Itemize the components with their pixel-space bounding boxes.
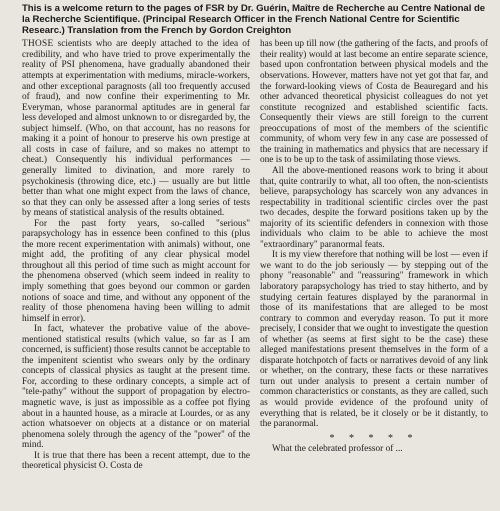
intro-author: Dr. Guérin, Maître de Recherche au Centre National de la Recherche Scientifique.	[22, 3, 486, 25]
intro-translation: Translation from the French by Gordon Creighton	[64, 24, 292, 36]
paragraph: All the above-mentioned reasons work to bring it about that, quite contrarily to what, all too often, the non-scientists believe, parapsychology has scarcely won any advances in respectability in traditional scientific circles over the past two decades, despite the forward positions taken up by the majority of its scientific defenders in connexion with those individuals who claim to be able to achieve the most "extraordinary" paranormal feats.	[260, 165, 488, 250]
article-intro	[22, 4, 488, 36]
intro-role: (Principal Research Officer in the French National Centre for Scientific Researc.)	[22, 13, 460, 36]
section-separator: * * * * *	[329, 432, 419, 444]
paragraph: has been up till now (the gathering of the facts, and proofs of their reality) would at last become an entire separate science, based upon confrontation between physical models and the observations. However, matters have not yet got that far, and the forward-looking views of Costa de Beauregard and his other advanced theoretical physicist colleagues do not yet constitute recognized and established scientific facts. Consequently their views are still foreign to the current preoccupations of most of the members of the scientific community, of whom very few in any case are possessed of the training in mathematics and physics that are necessary if one is to be up to the task of assimilating those views.	[260, 39, 488, 166]
column-left	[22, 39, 250, 511]
article-body	[22, 39, 488, 511]
column-right	[260, 39, 488, 511]
drop-cap-word: THOSE	[22, 39, 54, 50]
intro-lead: This is a welcome return to the pages of FSR by	[22, 3, 241, 14]
paragraph: It is my view therefore that nothing will be lost — even if we want to do the job seriously — by stepping out of the phony "reasonable" and "reassuring" framework in which laboratory parapsychology has tried to stay hitherto, and by studying certain features displayed by the paranormal in those of its manifestations that are alleged to be most contrary to common and everyday reason. To put it more precisely, I consider that we ought to investigate the question of whether (as seems at first sight to be the case) these alleged manifestations present themselves in the form of a disparate hotchpotch of facts or narratives devoid of any link or whether, on the contrary, these facts or these narratives turn out under analysis to present a certain number of common characteristics or constants, as they are called, such as would provide evidence of the profound unity of everything that is related, be it closely or be it distantly, to the paranormal.	[260, 250, 488, 430]
paragraph: In fact, whatever the probative value of the above-mentioned statistical results (which value, so far as I am concerned, is sufficient) those results cannot be acceptable to the impenitent scientist who swears only by the ordinary concepts of classical physics as taught at the present time. For, according to these ordinary concepts, a simple act of "tele-pathy" without the support of propagation by electro-magnetic wave, is just as impossible as a coffee pot flying about in a haunted house, as a miracle at Lourdes, or as any action whatsoever on objects at a distance or on material phenomena solely through the agency of the "power" of the mind.	[22, 324, 250, 451]
paragraph-text: scientists who are deeply attached to the idea of credibility, and who have tried to prove experimentally the reality of PSI phenomena, have gradually abandoned their attempts at experimentation with mediums, miracle-workers, and other exceptional paragnosts (all too frequently accused of fraud), and now confine their experimenting to Mr. Everyman, whose paranormal aptitudes are in general far less developed and almost unknown to or disregarded by, the subject himself. (Who, on that account, has no reasons for making it a point of honour to preserve his own prestige at all costs in case of failure, and so makes no attempt to cheat.) Consequently his individual performances — generally limited to divination, and more rarely to psychokinesis (throwing dice, etc.) — usually are but little better than what one might expect from the laws of chance, so that they can only be assessed after a long series of tests by means of statistical analysis of the results obtained.	[22, 39, 250, 219]
paragraph	[22, 39, 250, 218]
paragraph: It is true that there has been a recent attempt, due to the theoretical physicist O. Costa de	[22, 450, 250, 472]
paragraph: What the celebrated professor of ...	[272, 444, 403, 455]
paragraph: For the past forty years, so-called "serious" parapsychology has in essence been confined to this (plus the more recent experimentation with animals) without, one might add, the profiting of any clear physical model throughout all this period of time such as might account for the phenomena observed (which seem indeed in reality to imply something that goes beyond our common or garden notions of soace and time, and without any opponent of the reality of those phenomena having been willing to admit himself in error).	[22, 218, 250, 324]
